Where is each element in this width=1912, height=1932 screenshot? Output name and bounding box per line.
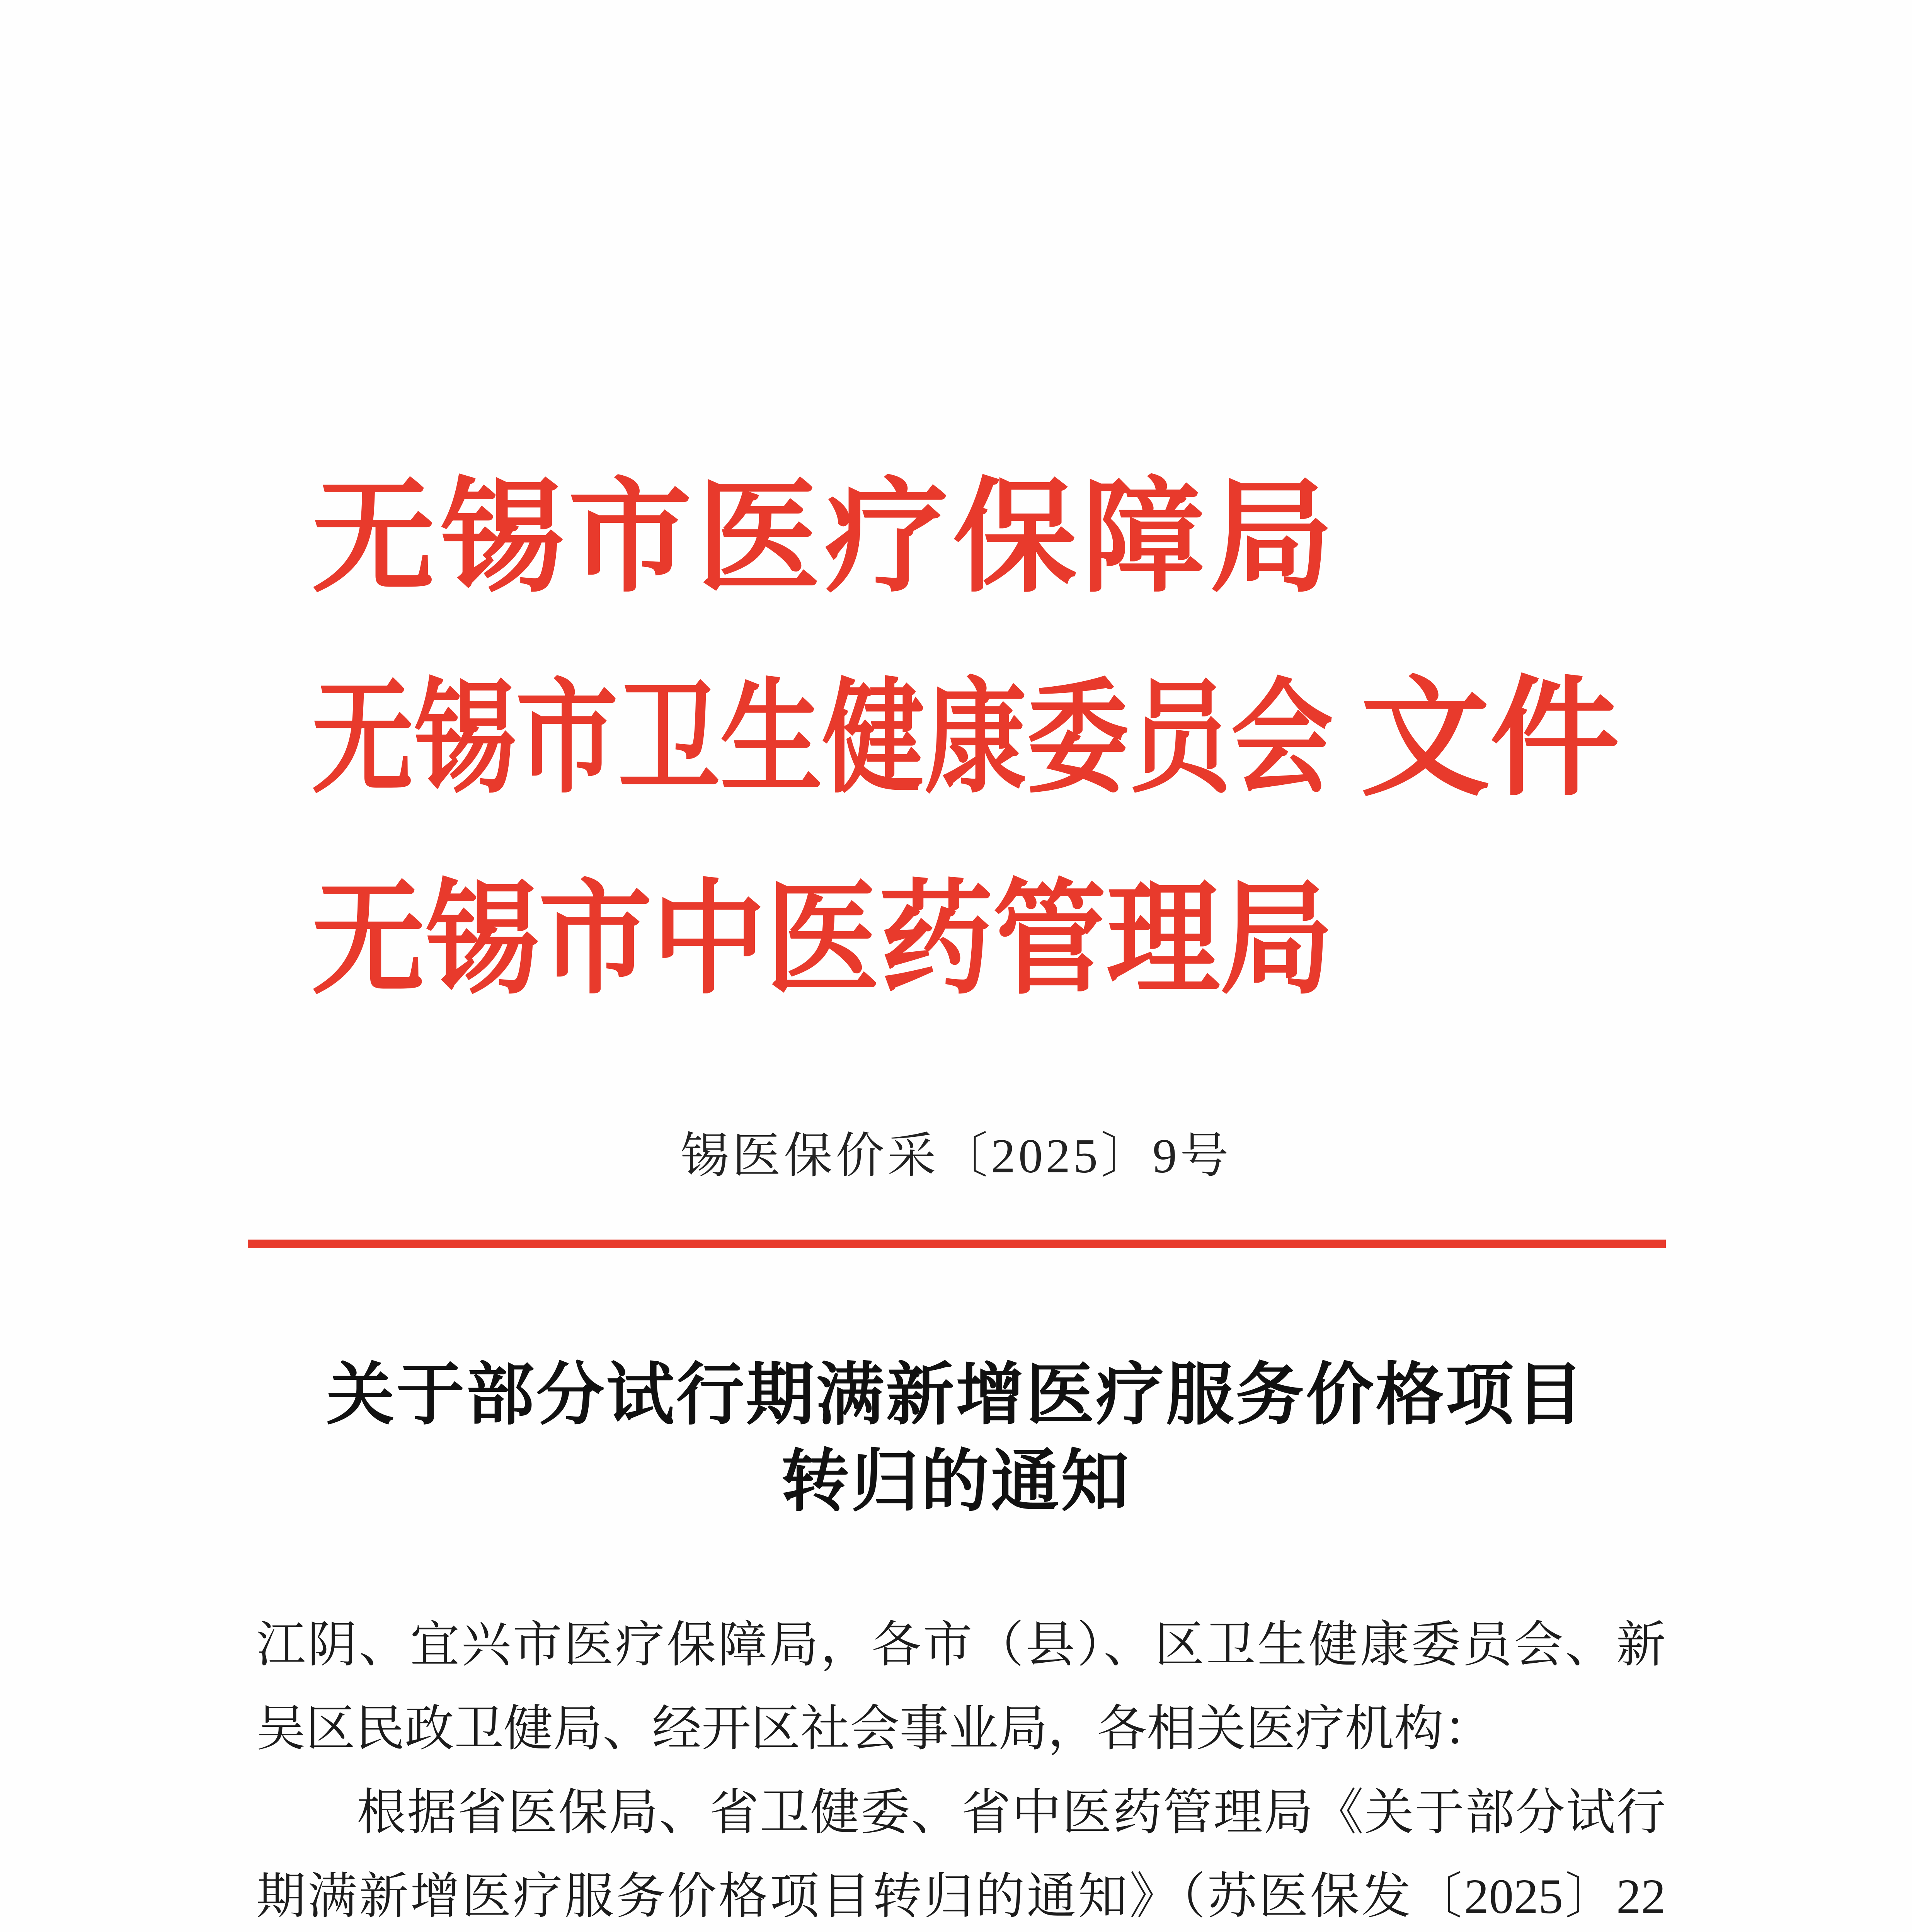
issuing-agency-tcm-bureau: 无锡市中医药管理局 <box>312 872 1333 1009</box>
document-body <box>256 1603 1666 1932</box>
document-type-label: 文件 <box>1360 668 1619 811</box>
issuing-agency-medical-security-bureau: 无锡市医疗保障局 <box>312 470 1338 607</box>
addressee-line: 江阴、宜兴市医疗保障局，各市（县）、区卫生健康委员会、新 <box>256 1617 1666 1672</box>
paragraph-line: 期满新增医疗服务价格项目转归的通知》（苏医保发〔2025〕22 <box>256 1869 1666 1924</box>
document-number: 锡医保价采〔2025〕9号 <box>680 1129 1232 1183</box>
paragraph-line: 根据省医保局、省卫健委、省中医药管理局《关于部分试行 <box>357 1785 1666 1840</box>
document-title-line: 转归的通知 <box>781 1444 1131 1520</box>
addressee-line: 吴区民政卫健局、经开区社会事业局，各相关医疗机构： <box>256 1701 1493 1756</box>
red-separator-rule <box>248 1240 1666 1248</box>
document-title-line: 关于部分试行期满新增医疗服务价格项目 <box>326 1358 1586 1433</box>
issuing-agency-health-commission: 无锡市卫生健康委员会 <box>312 671 1333 808</box>
